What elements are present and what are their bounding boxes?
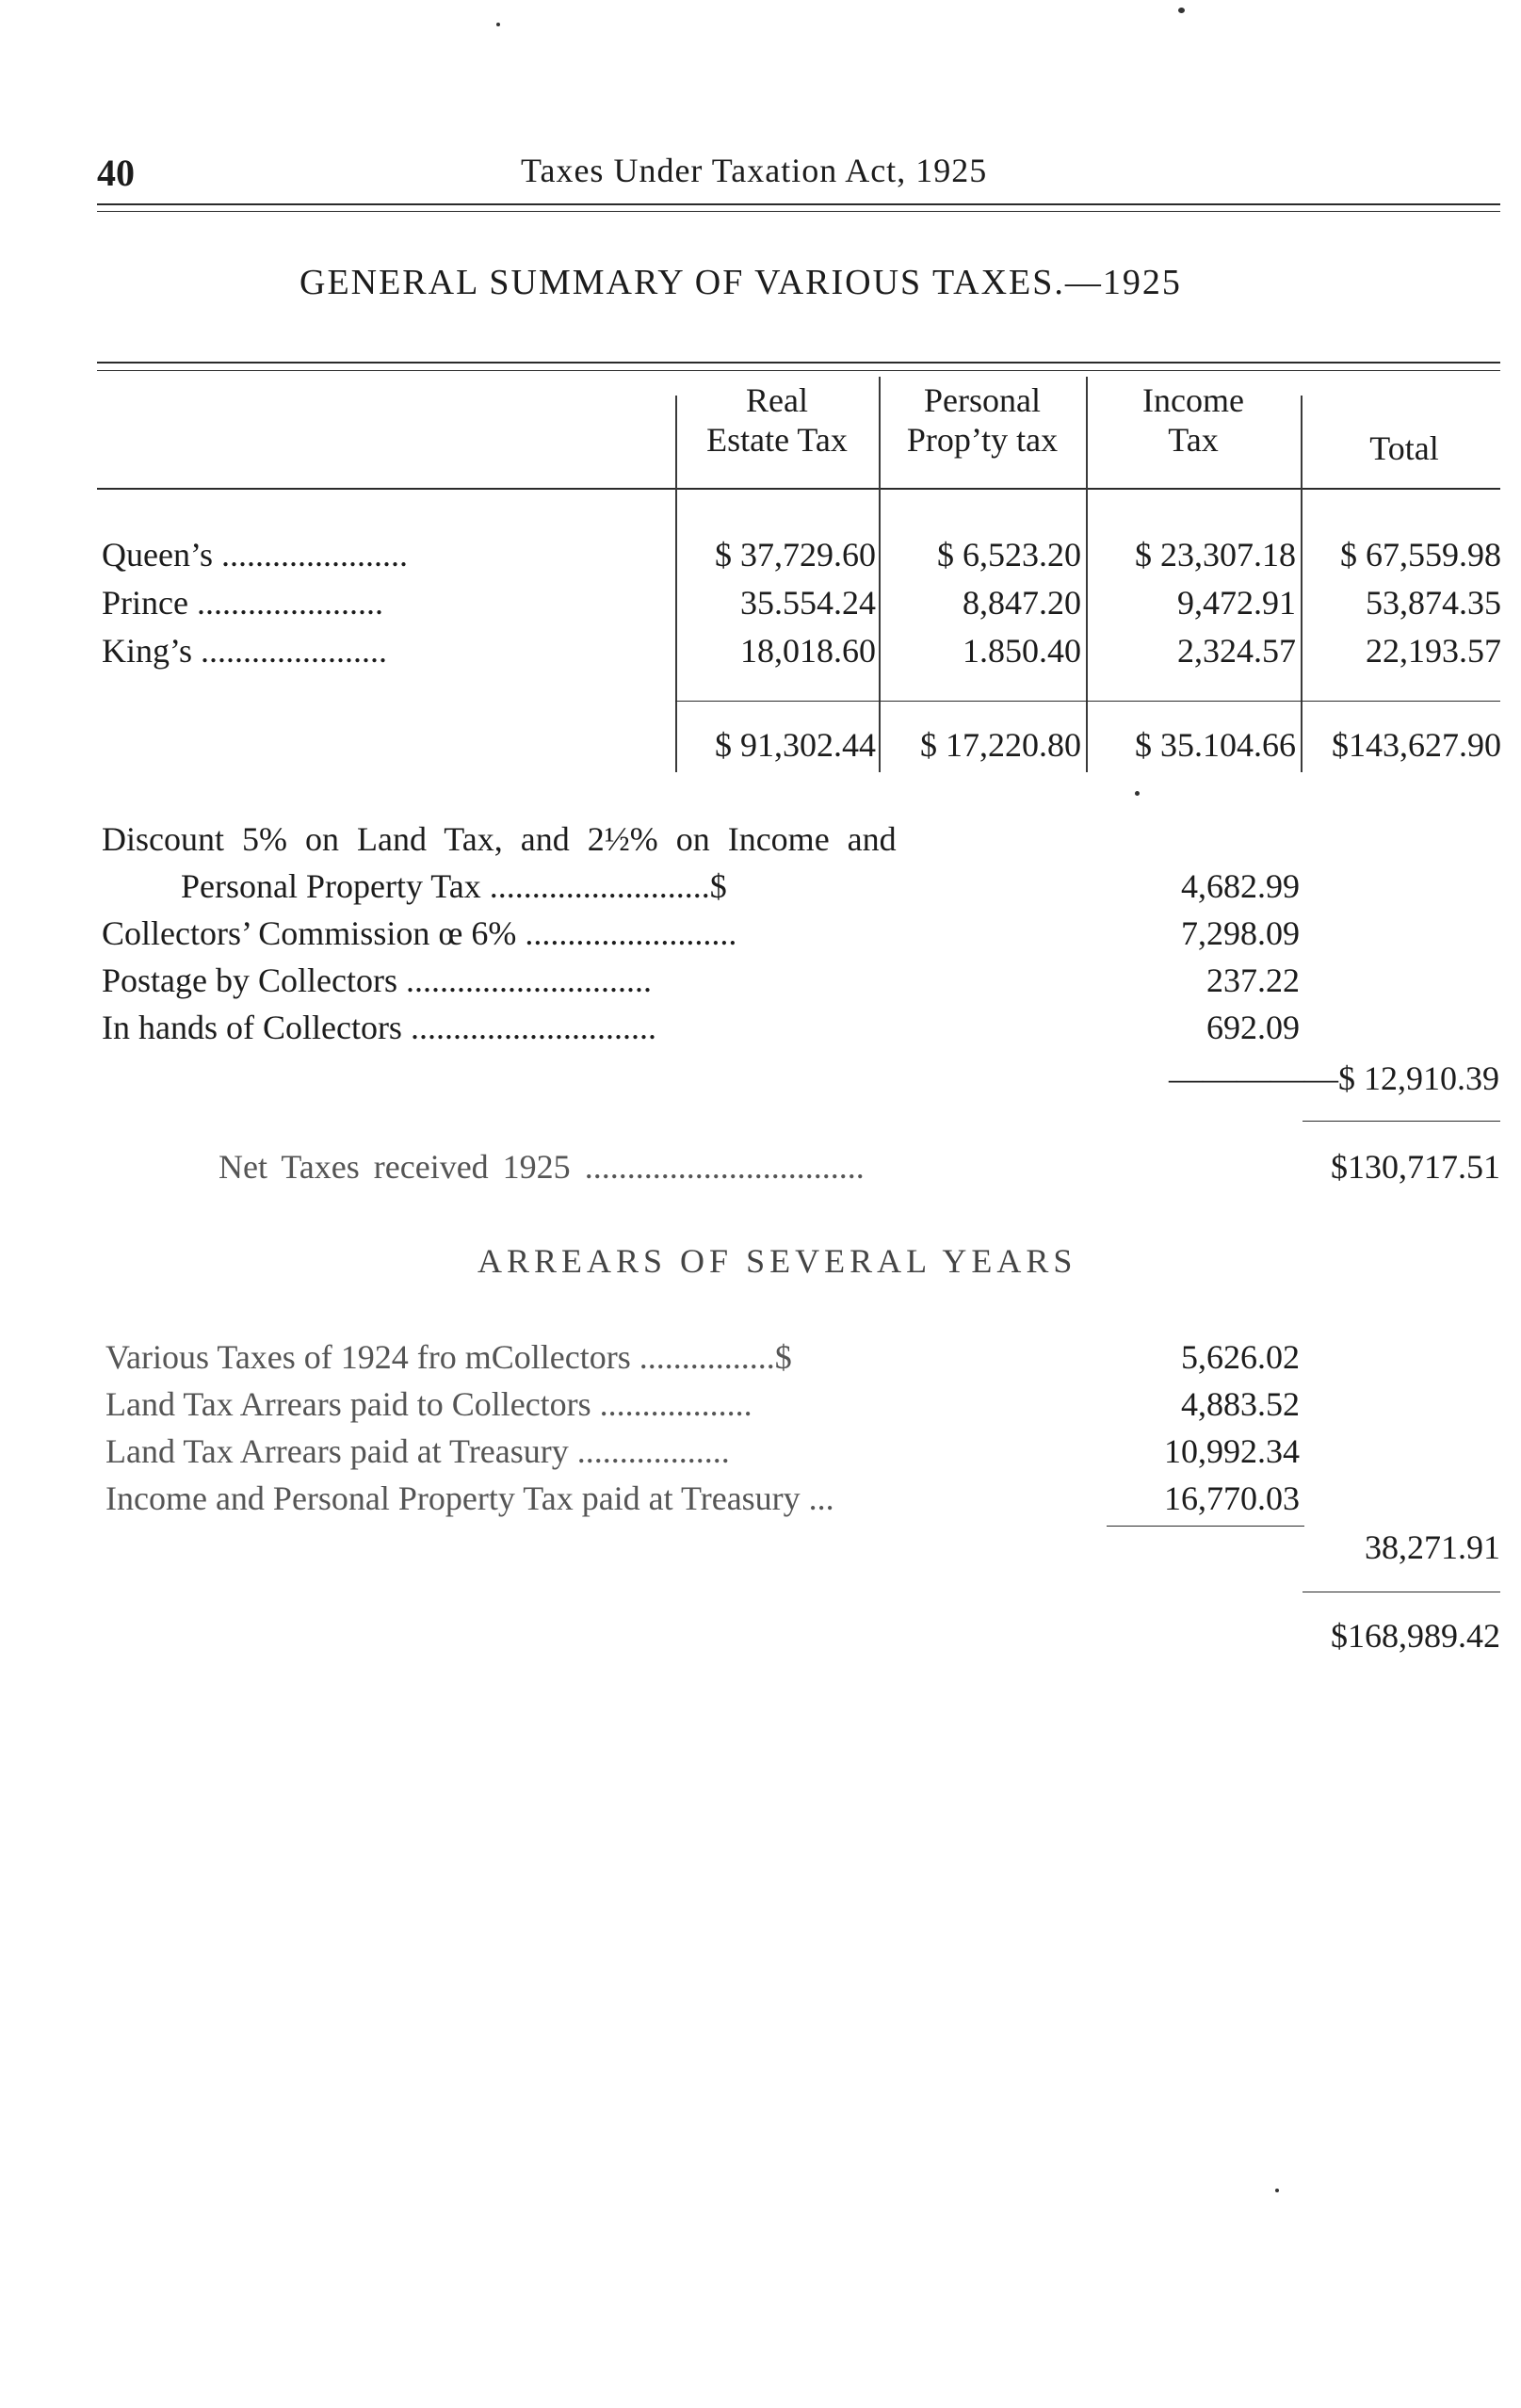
county-name: Prince bbox=[102, 584, 188, 622]
county-name: King’s bbox=[102, 632, 193, 670]
grand-total: $168,989.42 bbox=[1331, 1617, 1500, 1655]
page-number: 40 bbox=[97, 152, 135, 194]
county-name: Queen’s bbox=[102, 536, 213, 574]
arrears-amount: 4,883.52 bbox=[1181, 1385, 1300, 1423]
deductions-subtotal: —————$ 12,910.39 bbox=[1169, 1059, 1499, 1097]
speck bbox=[1275, 2189, 1279, 2192]
income-cell: 2,324.57 bbox=[1177, 632, 1296, 670]
col-header-income-line2: Tax bbox=[1168, 421, 1219, 459]
col-header-income-line1: Income bbox=[1142, 381, 1244, 419]
deduction-line bbox=[102, 913, 736, 953]
arrears-rule bbox=[1107, 1526, 1304, 1527]
dot-leader: .................. bbox=[599, 1385, 752, 1423]
income-cell: 9,472.91 bbox=[1177, 584, 1296, 622]
dot-leader: ............................. bbox=[410, 1009, 656, 1046]
deduction-line bbox=[102, 1008, 656, 1047]
personal-total: $ 17,220.80 bbox=[920, 726, 1081, 764]
dot-leader: ...................... bbox=[196, 584, 383, 622]
col-header-income bbox=[1087, 380, 1300, 460]
real-estate-cell: 18,018.60 bbox=[740, 632, 876, 670]
summary-title: GENERAL SUMMARY OF VARIOUS TAXES.—1925 bbox=[299, 263, 1182, 302]
deduction-label: In hands of Collectors bbox=[102, 1009, 402, 1046]
col-header-personal-line2: Prop’ty tax bbox=[906, 421, 1059, 459]
real-estate-total: $ 91,302.44 bbox=[715, 726, 876, 764]
total-cell: 22,193.57 bbox=[1366, 632, 1501, 670]
deduction-amount: 7,298.09 bbox=[1181, 914, 1300, 952]
header-bottom-rule bbox=[97, 488, 1500, 490]
deduction-label: Collectors’ Commission œ 6% bbox=[102, 914, 517, 952]
col-header-real-estate bbox=[676, 380, 878, 460]
column-rule bbox=[1301, 396, 1303, 772]
real-estate-cell: 35.554.24 bbox=[740, 584, 876, 622]
deduction-amount: 692.09 bbox=[1206, 1009, 1300, 1046]
net-taxes-label: Net Taxes received 1925 bbox=[218, 1148, 571, 1186]
column-rule bbox=[675, 396, 677, 772]
speck bbox=[496, 23, 500, 26]
dot-leader: ............................. bbox=[405, 962, 652, 999]
speck bbox=[1135, 791, 1140, 796]
arrears-line bbox=[105, 1384, 752, 1424]
running-title: Taxes Under Taxation Act, 1925 bbox=[521, 152, 988, 189]
speck bbox=[1178, 8, 1185, 13]
arrears-label: Various Taxes of 1924 fro mCollectors bbox=[105, 1338, 631, 1376]
deduction-heading bbox=[102, 819, 897, 859]
col-header-real-estate-line2: Estate Tax bbox=[706, 421, 848, 459]
dot-leader: ......................... bbox=[525, 914, 737, 952]
header-rule-2 bbox=[97, 211, 1500, 212]
net-taxes-amount: $130,717.51 bbox=[1331, 1148, 1500, 1186]
arrears-title: ARREARS OF SEVERAL YEARS bbox=[477, 1242, 1077, 1280]
grand-total-cell: $143,627.90 bbox=[1332, 726, 1501, 764]
arrears-label: Land Tax Arrears paid to Collectors bbox=[105, 1385, 591, 1423]
county-label bbox=[102, 583, 383, 622]
personal-cell: $ 6,523.20 bbox=[937, 536, 1081, 574]
col-header-personal-line1: Personal bbox=[924, 381, 1041, 419]
dot-leader: ...................... bbox=[201, 632, 388, 670]
arrears-label: Land Tax Arrears paid at Treasury bbox=[105, 1432, 569, 1470]
total-cell: 53,874.35 bbox=[1366, 584, 1501, 622]
dot-leader: ... bbox=[808, 1479, 834, 1517]
arrears-label: Income and Personal Property Tax paid at Treasury bbox=[105, 1479, 801, 1517]
net-rule bbox=[1303, 1121, 1500, 1122]
table-top-rule bbox=[97, 362, 1500, 364]
deduction-label: Discount 5% on Land Tax, and 2½% on Income and bbox=[102, 820, 897, 858]
deduction-label: Personal Property Tax bbox=[181, 867, 481, 905]
column-rule bbox=[879, 377, 881, 772]
dot-leader: ...................... bbox=[220, 536, 408, 574]
deduction-amount: 237.22 bbox=[1206, 962, 1300, 999]
total-cell: $ 67,559.98 bbox=[1340, 536, 1501, 574]
deduction-line bbox=[102, 961, 652, 1000]
column-rule bbox=[1086, 377, 1088, 772]
income-total: $ 35.104.66 bbox=[1135, 726, 1296, 764]
dot-leader: ................................. bbox=[584, 1148, 865, 1186]
deduction-line bbox=[181, 866, 727, 906]
col-header-personal bbox=[880, 380, 1085, 460]
arrears-line bbox=[105, 1337, 792, 1377]
personal-cell: 1.850.40 bbox=[963, 632, 1081, 670]
net-taxes-line bbox=[218, 1147, 865, 1187]
table-top-rule-2 bbox=[97, 370, 1500, 371]
arrears-amount: 10,992.34 bbox=[1164, 1432, 1300, 1470]
dot-leader: .................. bbox=[576, 1432, 730, 1470]
income-cell: $ 23,307.18 bbox=[1135, 536, 1296, 574]
arrears-line bbox=[105, 1431, 730, 1471]
real-estate-cell: $ 37,729.60 bbox=[715, 536, 876, 574]
arrears-amount: 16,770.03 bbox=[1164, 1479, 1300, 1517]
dot-leader: ................$ bbox=[639, 1338, 792, 1376]
dot-leader: ..........................$ bbox=[489, 867, 727, 905]
header-rule bbox=[97, 203, 1500, 205]
totals-rule bbox=[675, 701, 1500, 702]
deduction-label: Postage by Collectors bbox=[102, 962, 397, 999]
county-label bbox=[102, 535, 408, 574]
arrears-subtotal: 38,271.91 bbox=[1365, 1528, 1500, 1566]
county-label bbox=[102, 631, 387, 671]
deduction-amount: 4,682.99 bbox=[1181, 867, 1300, 905]
personal-cell: 8,847.20 bbox=[963, 584, 1081, 622]
arrears-amount: 5,626.02 bbox=[1181, 1338, 1300, 1376]
col-header-real-estate-line1: Real bbox=[746, 381, 808, 419]
col-header-total: Total bbox=[1369, 429, 1439, 467]
arrears-line bbox=[105, 1479, 834, 1518]
